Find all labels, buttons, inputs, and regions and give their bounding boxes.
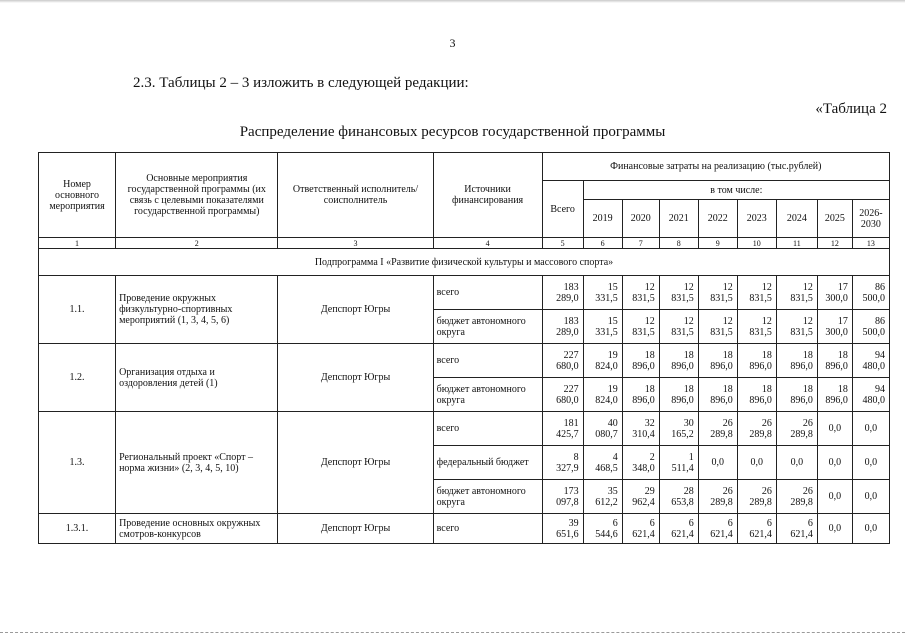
amount-cell <box>776 344 817 378</box>
amount-cell <box>776 514 817 544</box>
amount-part: 8 <box>573 451 579 463</box>
amount-part: 26 <box>802 417 813 429</box>
amount-part: 289,8 <box>790 496 813 508</box>
amount-cell <box>659 344 698 378</box>
amount-cell <box>622 412 659 446</box>
amount-part: 12 <box>802 281 813 293</box>
amount-part: 896,0 <box>710 360 733 372</box>
amount-part: 831,5 <box>749 292 772 304</box>
amount-part: 6 <box>649 517 655 529</box>
table-row <box>39 276 890 310</box>
amount-part: 511,4 <box>671 462 694 474</box>
amount-cell <box>698 446 737 480</box>
amount-part: 12 <box>683 315 694 327</box>
amount-cell <box>817 446 852 480</box>
amount-cell <box>542 344 583 378</box>
amount-part: 651,6 <box>556 528 579 540</box>
amount-part: 18 <box>683 383 694 395</box>
year-2024: 2024 <box>776 200 817 238</box>
amount-cell <box>659 378 698 412</box>
amount-part: 26 <box>722 417 733 429</box>
table-row <box>39 344 890 378</box>
amount-cell <box>542 378 583 412</box>
amount-cell <box>542 310 583 344</box>
subprogram-title: Подпрограмма I «Развитие физической культуры и массового спорта» <box>39 249 890 276</box>
amount-part: 0,0 <box>864 457 878 468</box>
amount-cell <box>852 412 889 446</box>
amount-part: 26 <box>722 485 733 497</box>
amount-part: 86 <box>875 315 885 327</box>
amount-part: 32 <box>644 417 655 429</box>
activity-name: Региональный проект «Спорт – норма жизни» (2, 3, 4, 5, 10) <box>116 412 278 514</box>
column-index: 3 <box>278 238 433 249</box>
amount-part: 080,7 <box>595 428 618 440</box>
amount-part: 18 <box>722 349 733 361</box>
amount-part: 824,0 <box>595 394 618 406</box>
amount-part: 831,5 <box>790 292 813 304</box>
header-total: Всего <box>542 181 583 238</box>
amount-part: 173 <box>563 485 579 497</box>
column-index: 13 <box>852 238 889 249</box>
amount-part: 896,0 <box>790 394 813 406</box>
amount-part: 18 <box>837 349 848 361</box>
amount-part: 680,0 <box>556 360 579 372</box>
amount-cell <box>817 276 852 310</box>
amount-part: 289,8 <box>749 496 772 508</box>
scan-edge-bottom <box>0 632 905 636</box>
table-row <box>39 514 890 544</box>
amount-part: 0,0 <box>828 491 842 502</box>
header-activities: Основные мероприятия государственной программы (их связь с целевыми показателями государственной программы) <box>116 153 278 238</box>
amount-cell <box>542 514 583 544</box>
amount-cell <box>817 480 852 514</box>
amount-cell <box>852 480 889 514</box>
amount-cell <box>659 514 698 544</box>
amount-cell <box>698 310 737 344</box>
column-index: 10 <box>737 238 776 249</box>
amount-part: 680,0 <box>556 394 579 406</box>
amount-part: 0,0 <box>790 457 804 468</box>
amount-part: 480,0 <box>862 360 885 372</box>
amount-cell <box>776 412 817 446</box>
amount-part: 29 <box>644 485 655 497</box>
amount-part: 621,4 <box>710 528 733 540</box>
amount-part: 2 <box>649 451 655 463</box>
amount-part: 0,0 <box>864 423 878 434</box>
amount-part: 165,2 <box>671 428 694 440</box>
amount-part: 0,0 <box>828 523 842 534</box>
amount-cell <box>852 276 889 310</box>
year-2019: 2019 <box>583 200 622 238</box>
amount-cell <box>817 344 852 378</box>
amount-cell <box>737 446 776 480</box>
amount-part: 40 <box>607 417 618 429</box>
amount-cell <box>698 480 737 514</box>
amount-part: 0,0 <box>864 523 878 534</box>
column-index: 6 <box>583 238 622 249</box>
amount-cell <box>852 514 889 544</box>
amount-part: 30 <box>683 417 694 429</box>
amount-part: 544,6 <box>595 528 618 540</box>
amount-part: 26 <box>802 485 813 497</box>
amount-part: 28 <box>683 485 694 497</box>
amount-part: 12 <box>761 281 772 293</box>
amount-cell <box>698 378 737 412</box>
amount-part: 18 <box>644 383 655 395</box>
column-index-row <box>39 238 890 249</box>
year-2021: 2021 <box>659 200 698 238</box>
amount-cell <box>583 514 622 544</box>
amount-part: 227 <box>563 383 579 395</box>
year-2022: 2022 <box>698 200 737 238</box>
page-number: 3 <box>449 36 456 50</box>
amount-part: 653,8 <box>671 496 694 508</box>
amount-part: 621,4 <box>749 528 772 540</box>
amount-part: 6 <box>766 517 772 529</box>
amount-part: 18 <box>683 349 694 361</box>
column-index: 4 <box>433 238 542 249</box>
subprogram-row <box>39 249 890 276</box>
amount-part: 17 <box>837 315 848 327</box>
amount-part: 621,4 <box>790 528 813 540</box>
amount-cell <box>737 344 776 378</box>
amount-part: 896,0 <box>671 394 694 406</box>
amount-part: 26 <box>761 485 772 497</box>
amount-part: 289,0 <box>556 292 579 304</box>
amount-part: 331,5 <box>595 326 618 338</box>
amount-part: 289,8 <box>749 428 772 440</box>
year-2026-2030: 2026-2030 <box>852 200 889 238</box>
column-index: 12 <box>817 238 852 249</box>
amount-cell <box>622 344 659 378</box>
amount-cell <box>583 480 622 514</box>
amount-cell <box>622 378 659 412</box>
amount-cell <box>737 412 776 446</box>
amount-part: 6 <box>612 517 618 529</box>
amount-part: 12 <box>722 315 733 327</box>
funding-source: бюджет автономного округа <box>433 378 542 412</box>
amount-cell <box>659 480 698 514</box>
amount-part: 348,0 <box>632 462 655 474</box>
amount-part: 289,8 <box>790 428 813 440</box>
amount-part: 18 <box>761 349 772 361</box>
amount-part: 621,4 <box>632 528 655 540</box>
amount-part: 17 <box>837 281 848 293</box>
activity-number: 1.1. <box>39 276 116 344</box>
amount-cell <box>852 378 889 412</box>
amount-part: 1 <box>688 451 694 463</box>
amount-cell <box>542 446 583 480</box>
amount-cell <box>622 310 659 344</box>
amount-part: 12 <box>761 315 772 327</box>
amount-cell <box>659 276 698 310</box>
amount-part: 12 <box>722 281 733 293</box>
amount-part: 831,5 <box>632 292 655 304</box>
amount-part: 612,2 <box>595 496 618 508</box>
column-index: 9 <box>698 238 737 249</box>
amount-part: 18 <box>644 349 655 361</box>
amount-part: 227 <box>563 349 579 361</box>
header-row-1 <box>39 153 890 181</box>
amount-part: 18 <box>722 383 733 395</box>
amount-part: 831,5 <box>671 326 694 338</box>
amount-part: 39 <box>568 517 579 529</box>
responsible-executor: Депспорт Югры <box>278 412 433 514</box>
amount-part: 468,5 <box>595 462 618 474</box>
funding-source: всего <box>433 514 542 544</box>
amount-part: 896,0 <box>710 394 733 406</box>
amount-cell <box>737 310 776 344</box>
amount-cell <box>659 446 698 480</box>
amount-part: 94 <box>875 349 885 361</box>
amount-cell <box>542 412 583 446</box>
header-sources: Источники финансирования <box>433 153 542 238</box>
amount-cell <box>817 514 852 544</box>
amount-cell <box>817 378 852 412</box>
amount-cell <box>776 276 817 310</box>
amount-part: 962,4 <box>632 496 655 508</box>
amount-part: 300,0 <box>825 292 848 304</box>
amount-cell <box>622 446 659 480</box>
amount-part: 896,0 <box>749 360 772 372</box>
amount-part: 6 <box>688 517 694 529</box>
amount-cell <box>776 480 817 514</box>
amount-part: 289,8 <box>710 428 733 440</box>
funding-source: всего <box>433 276 542 310</box>
table-title: Распределение финансовых ресурсов государственной программы <box>239 124 666 140</box>
activity-number: 1.3.1. <box>39 514 116 544</box>
amount-cell <box>776 310 817 344</box>
amount-part: 94 <box>875 383 885 395</box>
amount-part: 824,0 <box>595 360 618 372</box>
amount-cell <box>622 514 659 544</box>
amount-part: 18 <box>802 383 813 395</box>
funding-source: бюджет автономного округа <box>433 310 542 344</box>
amount-part: 896,0 <box>632 394 655 406</box>
amount-part: 18 <box>761 383 772 395</box>
column-index: 2 <box>116 238 278 249</box>
table-row <box>39 412 890 446</box>
amount-part: 331,5 <box>595 292 618 304</box>
amount-part: 12 <box>802 315 813 327</box>
responsible-executor: Депспорт Югры <box>278 344 433 412</box>
year-2020: 2020 <box>622 200 659 238</box>
activity-name: Организация отдыха и оздоровления детей (1) <box>116 344 278 412</box>
amount-part: 831,5 <box>710 292 733 304</box>
amount-part: 18 <box>802 349 813 361</box>
column-index: 8 <box>659 238 698 249</box>
amount-part: 18 <box>837 383 848 395</box>
amount-part: 86 <box>875 281 885 293</box>
amount-part: 183 <box>563 315 579 327</box>
funding-source: бюджет автономного округа <box>433 480 542 514</box>
table-label: «Таблица 2 <box>815 101 887 117</box>
amount-cell <box>583 378 622 412</box>
amount-cell <box>583 412 622 446</box>
amount-cell <box>622 276 659 310</box>
amount-cell <box>659 412 698 446</box>
column-index: 7 <box>622 238 659 249</box>
amount-cell <box>776 446 817 480</box>
amount-cell <box>698 276 737 310</box>
amount-part: 097,8 <box>556 496 579 508</box>
amount-part: 0,0 <box>828 457 842 468</box>
amount-cell <box>852 310 889 344</box>
amount-cell <box>698 412 737 446</box>
amount-part: 19 <box>607 383 618 395</box>
amount-part: 327,9 <box>556 462 579 474</box>
amount-cell <box>583 276 622 310</box>
amount-cell <box>583 310 622 344</box>
amount-part: 831,5 <box>749 326 772 338</box>
amount-cell <box>852 446 889 480</box>
amount-part: 425,7 <box>556 428 579 440</box>
financial-table <box>38 152 890 544</box>
header-including: в том числе: <box>583 181 889 200</box>
activity-name: Проведение окружных физкультурно-спортивных мероприятий (1, 3, 4, 5, 6) <box>116 276 278 344</box>
amount-part: 181 <box>563 417 579 429</box>
table-body <box>39 276 890 544</box>
amount-cell <box>817 310 852 344</box>
amount-cell <box>737 480 776 514</box>
activity-number: 1.2. <box>39 344 116 412</box>
amount-part: 26 <box>761 417 772 429</box>
amount-part: 500,0 <box>862 326 885 338</box>
amount-part: 12 <box>644 281 655 293</box>
amount-part: 310,4 <box>632 428 655 440</box>
header-costs: Финансовые затраты на реализацию (тыс.рублей) <box>542 153 889 181</box>
year-2023: 2023 <box>737 200 776 238</box>
amount-part: 831,5 <box>710 326 733 338</box>
amount-cell <box>737 378 776 412</box>
amount-part: 896,0 <box>790 360 813 372</box>
amount-cell <box>542 276 583 310</box>
column-index: 5 <box>542 238 583 249</box>
amount-cell <box>622 480 659 514</box>
amount-part: 12 <box>644 315 655 327</box>
section-heading: 2.3. Таблицы 2 – 3 изложить в следующей редакции: <box>133 75 469 91</box>
amount-cell <box>698 344 737 378</box>
amount-part: 896,0 <box>825 360 848 372</box>
amount-part: 300,0 <box>825 326 848 338</box>
responsible-executor: Депспорт Югры <box>278 514 433 544</box>
amount-part: 289,8 <box>710 496 733 508</box>
amount-part: 6 <box>807 517 813 529</box>
column-index: 1 <box>39 238 116 249</box>
amount-part: 35 <box>607 485 618 497</box>
amount-part: 896,0 <box>749 394 772 406</box>
funding-source: всего <box>433 344 542 378</box>
amount-part: 896,0 <box>671 360 694 372</box>
year-2025: 2025 <box>817 200 852 238</box>
amount-part: 831,5 <box>790 326 813 338</box>
amount-cell <box>776 378 817 412</box>
amount-part: 19 <box>607 349 618 361</box>
scan-edge-top <box>0 0 905 3</box>
amount-part: 289,0 <box>556 326 579 338</box>
amount-part: 15 <box>607 281 618 293</box>
amount-cell <box>737 276 776 310</box>
amount-cell <box>583 446 622 480</box>
amount-part: 15 <box>607 315 618 327</box>
amount-cell <box>659 310 698 344</box>
activity-name: Проведение основных окружных смотров-конкурсов <box>116 514 278 544</box>
amount-part: 480,0 <box>862 394 885 406</box>
amount-cell <box>542 480 583 514</box>
amount-cell <box>583 344 622 378</box>
amount-part: 831,5 <box>671 292 694 304</box>
amount-part: 0,0 <box>711 457 724 468</box>
activity-number: 1.3. <box>39 412 116 514</box>
amount-part: 12 <box>683 281 694 293</box>
amount-part: 6 <box>727 517 733 529</box>
amount-part: 4 <box>612 451 618 463</box>
header-number: Номер основного мероприятия <box>39 153 116 238</box>
amount-part: 0,0 <box>750 457 764 468</box>
column-index: 11 <box>776 238 817 249</box>
amount-part: 500,0 <box>862 292 885 304</box>
amount-cell <box>737 514 776 544</box>
amount-part: 0,0 <box>828 423 842 434</box>
amount-part: 896,0 <box>825 394 848 406</box>
amount-part: 621,4 <box>671 528 694 540</box>
amount-part: 0,0 <box>864 491 878 502</box>
amount-part: 183 <box>563 281 579 293</box>
amount-part: 831,5 <box>632 326 655 338</box>
amount-part: 896,0 <box>632 360 655 372</box>
header-responsible: Ответственный исполнитель/соисполнитель <box>278 153 433 238</box>
amount-cell <box>852 344 889 378</box>
funding-source: всего <box>433 412 542 446</box>
funding-source: федеральный бюджет <box>433 446 542 480</box>
amount-cell <box>817 412 852 446</box>
responsible-executor: Депспорт Югры <box>278 276 433 344</box>
amount-cell <box>698 514 737 544</box>
